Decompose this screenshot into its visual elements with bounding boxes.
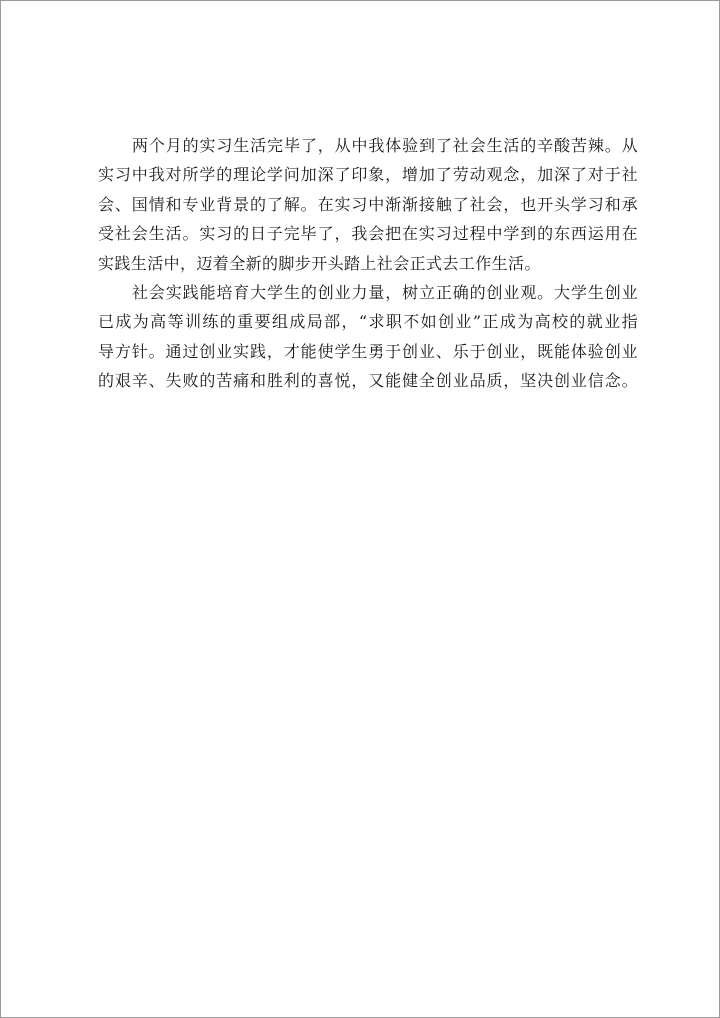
- paragraph-line: 两个月的实习生活完毕了，从中我体验到了社会生活的辛酸苦辣。从: [132, 136, 638, 155]
- paragraph-line: 受社会生活。实习的日子完毕了，我会把在实习过程中学到的东西运用在: [98, 224, 638, 244]
- paragraph-line: 导方针。通过创业实践，才能使学生勇于创业、乐于创业，既能体验创业: [98, 341, 638, 361]
- paragraph-line: 社会实践能培育大学生的创业力量，树立正确的创业观。大学生创业: [132, 282, 638, 302]
- paragraph-line: 实践生活中，迈着全新的脚步开头踏上社会正式去工作生活。: [98, 253, 541, 273]
- paragraph-line: 的艰辛、失败的苦痛和胜利的喜悦，又能健全创业品质，坚决创业信念。: [98, 371, 638, 391]
- paragraph-line: 会、国情和专业背景的了解。在实习中渐渐接触了社会，也开头学习和承: [98, 194, 638, 214]
- paragraph-line: 实习中我对所学的理论学问加深了印象，增加了劳动观念，加深了对于社: [98, 165, 638, 185]
- paragraph-1: [98, 131, 638, 278]
- paragraph-2: [98, 278, 638, 396]
- document-body: [98, 131, 638, 396]
- paragraph-line: 已成为高等训练的重要组成局部，“求职不如创业”正成为高校的就业指: [98, 312, 638, 332]
